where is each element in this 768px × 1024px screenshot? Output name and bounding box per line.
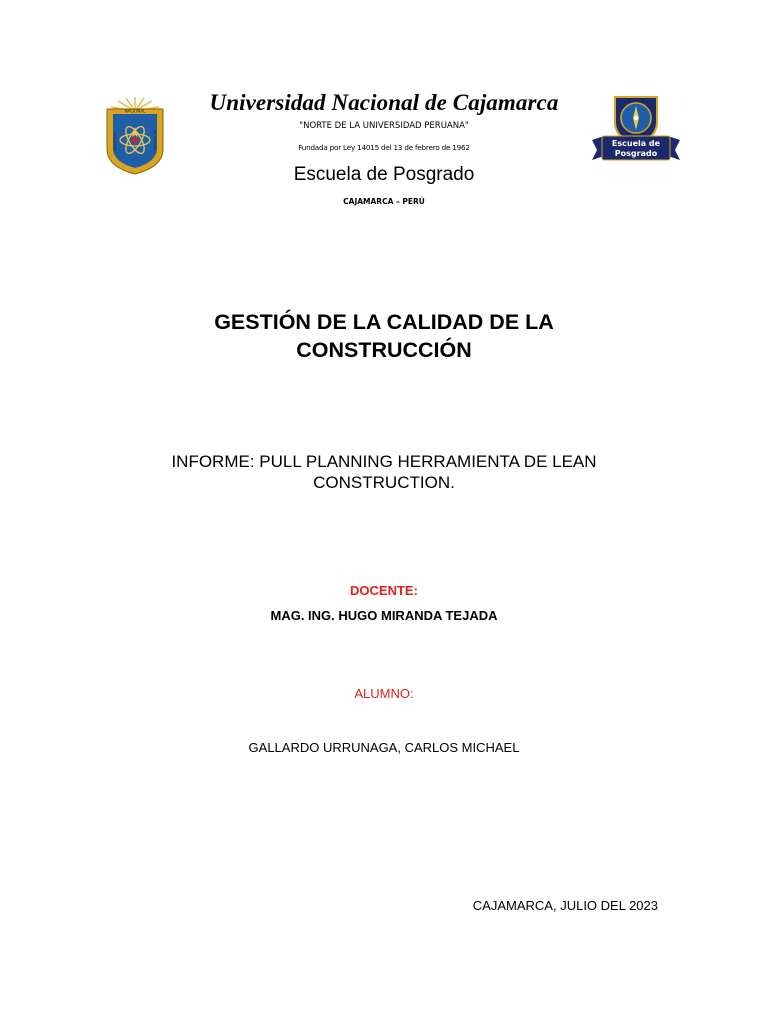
seal-right-text: DE CAJAMARCA bbox=[153, 130, 157, 154]
report-title-line2: CONSTRUCTION. bbox=[313, 473, 455, 492]
student-label: ALUMNO: bbox=[354, 686, 414, 701]
student-name: GALLARDO URRUNAGA, CARLOS MICHAEL bbox=[248, 740, 520, 755]
course-title-line1: GESTIÓN DE LA CALIDAD DE LA bbox=[214, 310, 554, 334]
seal-top-text: NACIONAL bbox=[124, 108, 146, 114]
logo-banner-line1: Escuela de bbox=[611, 139, 661, 148]
course-title-line2: CONSTRUCCIÓN bbox=[296, 338, 472, 362]
logo-banner-line2: Posgrado bbox=[614, 149, 658, 158]
seal-left-text: UNIVERSIDAD bbox=[113, 131, 117, 153]
city-country: CAJAMARCA – PERÚ bbox=[343, 197, 425, 206]
lecturer-name: MAG. ING. HUGO MIRANDA TEJADA bbox=[270, 608, 498, 623]
school-name: Escuela de Posgrado bbox=[293, 164, 475, 185]
university-title: Universidad Nacional de Cajamarca bbox=[209, 90, 559, 115]
founding-note: Fundada por Ley 14015 del 13 de febrero de 1962 bbox=[298, 143, 470, 152]
university-motto: "NORTE DE LA UNIVERSIDAD PERUANA" bbox=[299, 121, 469, 131]
report-title-line1: INFORME: PULL PLANNING HERRAMIENTA DE LEAN bbox=[171, 452, 597, 471]
course-title bbox=[0, 308, 768, 364]
report-title bbox=[0, 451, 768, 493]
place-date: CAJAMARCA, JULIO DEL 2023 bbox=[472, 898, 658, 913]
lecturer-label: DOCENTE: bbox=[350, 583, 418, 598]
